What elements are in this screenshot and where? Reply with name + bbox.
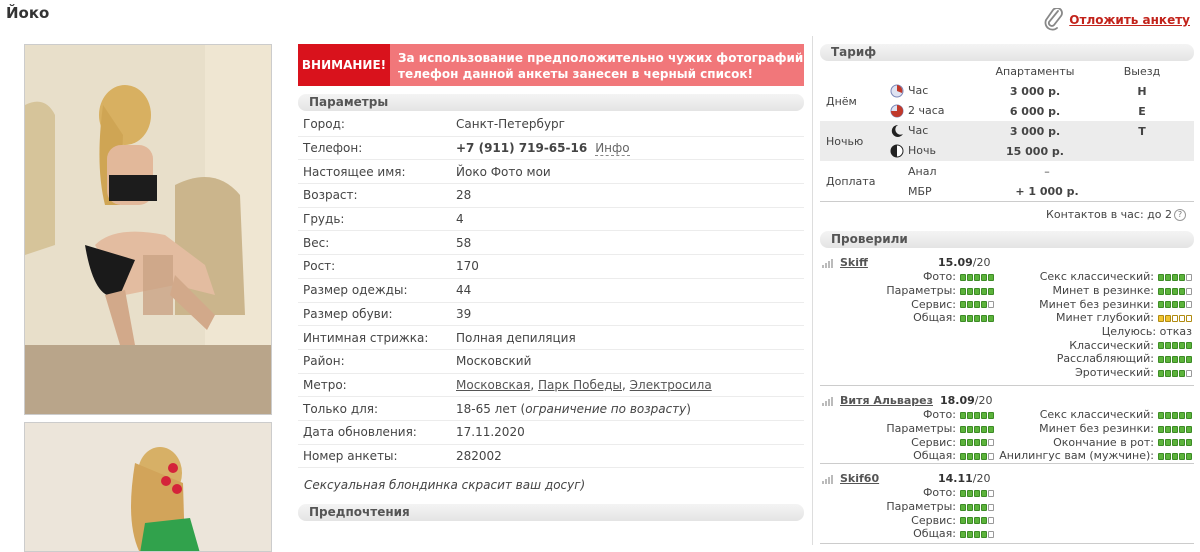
rating-row: Минет в резинке:: [1039, 284, 1192, 298]
age-note: ограничение по возрасту: [525, 401, 687, 416]
rating-dots: [959, 408, 994, 422]
rating-row: Окончание в рот:: [999, 436, 1192, 450]
rating-dot: [1179, 315, 1185, 322]
rating-dot: [1186, 301, 1192, 308]
rating-dot: [967, 531, 973, 538]
rating-dots: [1157, 366, 1192, 380]
rating-row: Минет без резинки:: [1039, 298, 1192, 312]
warning-banner: [298, 44, 804, 86]
rating-dot: [1158, 426, 1164, 433]
rating-dot: [960, 301, 966, 308]
rating-dot: [1179, 412, 1185, 419]
rating-dot: [1172, 315, 1178, 322]
reviewer-link[interactable]: Skiff: [840, 256, 868, 269]
rating-dot: [1186, 288, 1192, 295]
review-left-ratings: [886, 270, 994, 325]
rating-dots: [959, 298, 994, 312]
rating-dots: [959, 270, 994, 284]
rating-dot: [1158, 288, 1164, 295]
rating-dots: [1157, 312, 1192, 326]
rating-dot: [967, 412, 973, 419]
rating-row: Общая:: [886, 449, 994, 463]
rating-row: Параметры:: [886, 500, 994, 514]
rating-row: Общая:: [886, 527, 994, 541]
rating-dot: [974, 301, 980, 308]
rating-dot: [1165, 453, 1171, 460]
rating-dot: [1165, 426, 1171, 433]
rating-dot: [1179, 301, 1185, 308]
rating-dot: [1172, 453, 1178, 460]
rating-dot: [960, 315, 966, 322]
param-row-district: Район: Московский: [298, 350, 804, 374]
warning-line-1: За использование предположительно чужих фотографий: [398, 51, 804, 65]
rating-dot: [974, 412, 980, 419]
rating-row: Сервис:: [886, 436, 994, 450]
rating-dots: [959, 528, 994, 542]
rating-row: Эротический:: [1039, 366, 1192, 380]
rating-dot: [1158, 439, 1164, 446]
rating-dot: [960, 504, 966, 511]
param-row-metro: Метро: Московская, Парк Победы, Электросила: [298, 374, 804, 398]
rating-dots: [959, 450, 994, 464]
rating-row: Фото:: [886, 486, 994, 500]
rating-dot: [1172, 301, 1178, 308]
rating-row: Секс классический:: [999, 408, 1192, 422]
metro-link[interactable]: Электросила: [629, 377, 712, 392]
tariff-table: Апартаменты Выезд Днём Час 3 000 р. Н 2 часа 6 000 р. Е Ночью Час 3 000 р. Т Ночь 15 000 р. Доплата Анал – МБР + 1 000 р.: [820, 61, 1194, 201]
param-row-clothing-size: Размер одежды: 44: [298, 279, 804, 303]
rating-dot: [1179, 453, 1185, 460]
rating-dot: [988, 301, 994, 308]
rating-dot: [988, 504, 994, 511]
review-left-ratings: [886, 486, 994, 541]
tariff-panel: [820, 44, 1194, 544]
night-label: Ночью: [826, 134, 864, 148]
review-item: [820, 472, 1194, 544]
rating-dot: [1186, 342, 1192, 349]
rating-row: Секс классический:: [1039, 270, 1192, 284]
rating-dot: [1186, 453, 1192, 460]
rating-dot: [960, 412, 966, 419]
rating-dots: [1157, 422, 1192, 436]
rating-dot: [988, 288, 994, 295]
rating-dot: [988, 490, 994, 497]
rating-dots: [1157, 284, 1192, 298]
phone-number[interactable]: +7 (911) 719-65-16: [456, 141, 588, 156]
price-day-1h: 3 000 р.: [1009, 84, 1061, 98]
rating-dot: [960, 453, 966, 460]
rating-dot: [1186, 370, 1192, 377]
rating-row: Минет без резинки:: [999, 422, 1192, 436]
price-day-2h: 6 000 р.: [1009, 104, 1061, 118]
page-title: Йоко: [6, 4, 50, 22]
rating-dots: [959, 312, 994, 326]
rating-dot: [1158, 356, 1164, 363]
rating-dot: [967, 504, 973, 511]
rating-dot: [1186, 356, 1192, 363]
rating-dot: [960, 288, 966, 295]
rating-dot: [1179, 370, 1185, 377]
col-outcall: Выезд: [1123, 64, 1161, 78]
review-item: [820, 256, 1194, 386]
rating-dot: [974, 288, 980, 295]
rating-dot: [1158, 412, 1164, 419]
rating-dot: [981, 315, 987, 322]
extra-label: Доплата: [826, 174, 876, 188]
rating-dot: [967, 288, 973, 295]
warning-text: [390, 44, 803, 86]
rating-row: Анилингус вам (мужчине):: [999, 449, 1192, 463]
rating-dot: [974, 490, 980, 497]
rating-dot: [981, 490, 987, 497]
param-row-phone: Телефон: +7 (911) 719-65-16 Инфо: [298, 137, 804, 161]
moon-icon: [890, 124, 904, 138]
rating-dot: [967, 490, 973, 497]
column-divider: [812, 36, 813, 545]
rating-dot: [981, 517, 987, 524]
signal-icon: [822, 474, 836, 484]
rating-dots: [1157, 270, 1192, 284]
review-date: 15.09/20: [938, 256, 991, 269]
rating-dots: [1157, 353, 1192, 367]
rating-dot: [981, 453, 987, 460]
rating-row: Фото:: [886, 270, 994, 284]
rating-dot: [1186, 426, 1192, 433]
rating-dot: [988, 439, 994, 446]
rating-row: Целуюсь: отказ: [1101, 325, 1192, 338]
price-night-1h: 3 000 р.: [1009, 124, 1061, 138]
review-header: [822, 394, 933, 407]
rating-dot: [1179, 426, 1185, 433]
reviewer-link[interactable]: Skif60: [840, 472, 880, 485]
rating-dot: [1165, 274, 1171, 281]
clock-icon: [890, 84, 904, 98]
signal-icon: [822, 258, 836, 268]
rating-dot: [1165, 356, 1171, 363]
rating-dot: [1172, 288, 1178, 295]
rating-dots: [959, 284, 994, 298]
rating-row: Сервис:: [886, 514, 994, 528]
rating-dot: [1186, 412, 1192, 419]
rating-dot: [960, 517, 966, 524]
rating-dot: [974, 426, 980, 433]
rating-dot: [981, 412, 987, 419]
rating-dot: [1165, 315, 1171, 322]
postpone-link[interactable]: Отложить анкету: [1069, 13, 1190, 27]
rating-row: Классический:: [1039, 339, 1192, 353]
rating-dot: [988, 426, 994, 433]
profile-description: Сексуальная блондинка скрасит ваш досуг): [304, 478, 586, 493]
param-row-breast: Грудь: 4: [298, 208, 804, 232]
rating-row: Параметры:: [886, 284, 994, 298]
rating-dot: [988, 315, 994, 322]
rating-row: Фото:: [886, 408, 994, 422]
rating-dot: [1179, 356, 1185, 363]
rating-dot: [1186, 274, 1192, 281]
rating-dot: [1172, 356, 1178, 363]
rating-dot: [960, 531, 966, 538]
rating-dot: [1165, 412, 1171, 419]
metro-link[interactable]: Парк Победы: [538, 377, 622, 392]
metro-link[interactable]: Московская: [456, 377, 531, 392]
rating-dot: [1186, 315, 1192, 322]
rating-dot: [1179, 342, 1185, 349]
half-moon-icon: [890, 144, 904, 158]
rating-dots: [1157, 339, 1192, 353]
param-row-intimate: Интимная стрижка: Полная депиляция: [298, 326, 804, 350]
rating-dot: [967, 439, 973, 446]
postpone-profile[interactable]: [1043, 8, 1190, 32]
rating-dot: [1172, 412, 1178, 419]
rating-dot: [967, 426, 973, 433]
rating-dot: [981, 288, 987, 295]
profile-photo-2[interactable]: [24, 422, 272, 552]
rating-dots: [959, 422, 994, 436]
clock-icon: [890, 104, 904, 118]
rating-dot: [974, 453, 980, 460]
rating-dot: [1179, 439, 1185, 446]
signal-icon: [822, 396, 836, 406]
reviewer-link[interactable]: Витя Альварез: [840, 394, 933, 407]
rating-dot: [1158, 274, 1164, 281]
rating-dot: [1179, 288, 1185, 295]
review-date: 14.11/20: [938, 472, 991, 485]
rating-dot: [1172, 370, 1178, 377]
review-header: [822, 256, 868, 269]
rating-dot: [974, 531, 980, 538]
profile-details: [298, 44, 804, 521]
day-label: Днём: [826, 94, 857, 108]
preferences-section-title: Предпочтения: [298, 504, 804, 521]
review-right-ratings: [999, 408, 1192, 463]
rating-dot: [960, 439, 966, 446]
profile-photo-1[interactable]: [24, 44, 272, 415]
rating-dot: [967, 301, 973, 308]
rating-dot: [967, 453, 973, 460]
rating-row: Минет глубокий:: [1039, 311, 1192, 325]
review-date: 18.09/20: [940, 394, 993, 407]
rating-dot: [960, 274, 966, 281]
rating-dot: [1165, 370, 1171, 377]
rating-dot: [1165, 301, 1171, 308]
phone-info-link[interactable]: Инфо: [595, 140, 630, 155]
warning-line-2: телефон данной анкеты занесен в черный список!: [398, 67, 753, 81]
photo-1-illustration: [25, 45, 272, 415]
rating-dot: [1165, 288, 1171, 295]
rating-dot: [1158, 301, 1164, 308]
rating-dot: [1158, 453, 1164, 460]
paperclip-icon: [1043, 8, 1065, 32]
extra-price-mbr: + 1 000 р.: [1015, 184, 1079, 198]
rating-dots: [1157, 450, 1192, 464]
rating-dot: [974, 517, 980, 524]
params-section-title: Параметры: [298, 94, 804, 111]
param-row-weight: Вес: 58: [298, 231, 804, 255]
rating-dot: [981, 426, 987, 433]
rating-dot: [1172, 342, 1178, 349]
price-night-full: 15 000 р.: [1006, 144, 1064, 158]
rating-dots: [959, 486, 994, 500]
photo-2-illustration: [25, 423, 272, 552]
param-row-profile-id: Номер анкеты: 282002: [298, 445, 804, 469]
tariff-section-title: Тариф: [820, 44, 1194, 61]
col-apartments: Апартаменты: [995, 64, 1075, 78]
rating-row: Общая:: [886, 311, 994, 325]
rating-dot: [1158, 342, 1164, 349]
rating-dot: [974, 315, 980, 322]
rating-dots: [1157, 408, 1192, 422]
rating-dot: [981, 439, 987, 446]
rating-row: Расслабляющий:: [1039, 352, 1192, 366]
rating-dot: [1158, 370, 1164, 377]
param-row-height: Рост: 170: [298, 255, 804, 279]
rating-dot: [967, 315, 973, 322]
rating-dot: [988, 412, 994, 419]
warning-label: ВНИМАНИЕ!: [298, 44, 390, 86]
rating-dot: [1179, 274, 1185, 281]
param-row-city: Город: Санкт-Петербург: [298, 113, 804, 137]
param-row-shoe-size: Размер обуви: 39: [298, 303, 804, 327]
rating-dot: [981, 301, 987, 308]
param-row-age: Возраст: 28: [298, 184, 804, 208]
rating-dot: [960, 426, 966, 433]
rating-dot: [988, 531, 994, 538]
rating-dot: [1158, 315, 1164, 322]
rating-text: отказ: [1159, 325, 1192, 338]
rating-dot: [1172, 274, 1178, 281]
rating-dot: [960, 490, 966, 497]
rating-dot: [1186, 439, 1192, 446]
review-item: [820, 394, 1194, 464]
rating-dot: [988, 274, 994, 281]
param-row-real-name: Настоящее имя: Йоко Фото мои: [298, 160, 804, 184]
rating-dot: [967, 274, 973, 281]
contacts-per-hour: Контактов в час: до 2 ?: [820, 201, 1194, 227]
reviews-list: [820, 256, 1194, 544]
help-icon[interactable]: ?: [1174, 209, 1186, 221]
rating-row: Параметры:: [886, 422, 994, 436]
rating-dot: [967, 517, 973, 524]
rating-dot: [1165, 342, 1171, 349]
review-header: [822, 472, 879, 485]
rating-dot: [1172, 426, 1178, 433]
rating-dot: [1172, 439, 1178, 446]
rating-dot: [974, 504, 980, 511]
rating-dot: [981, 531, 987, 538]
param-row-updated: Дата обновления: 17.11.2020: [298, 421, 804, 445]
rating-dot: [988, 453, 994, 460]
review-left-ratings: [886, 408, 994, 463]
rating-dots: [959, 514, 994, 528]
rating-dots: [1157, 436, 1192, 450]
rating-dot: [988, 517, 994, 524]
rating-dot: [1165, 439, 1171, 446]
rating-dot: [981, 274, 987, 281]
rating-dots: [1157, 298, 1192, 312]
rating-dot: [974, 274, 980, 281]
rating-dots: [959, 436, 994, 450]
review-right-ratings: [1039, 270, 1192, 380]
params-list: [298, 113, 804, 468]
rating-dot: [981, 504, 987, 511]
rating-dot: [974, 439, 980, 446]
rating-dots: [959, 500, 994, 514]
param-row-only-for: Только для: 18-65 лет (ограничение по возрасту): [298, 397, 804, 421]
rating-row: Сервис:: [886, 298, 994, 312]
checked-section-title: Проверили: [820, 231, 1194, 248]
